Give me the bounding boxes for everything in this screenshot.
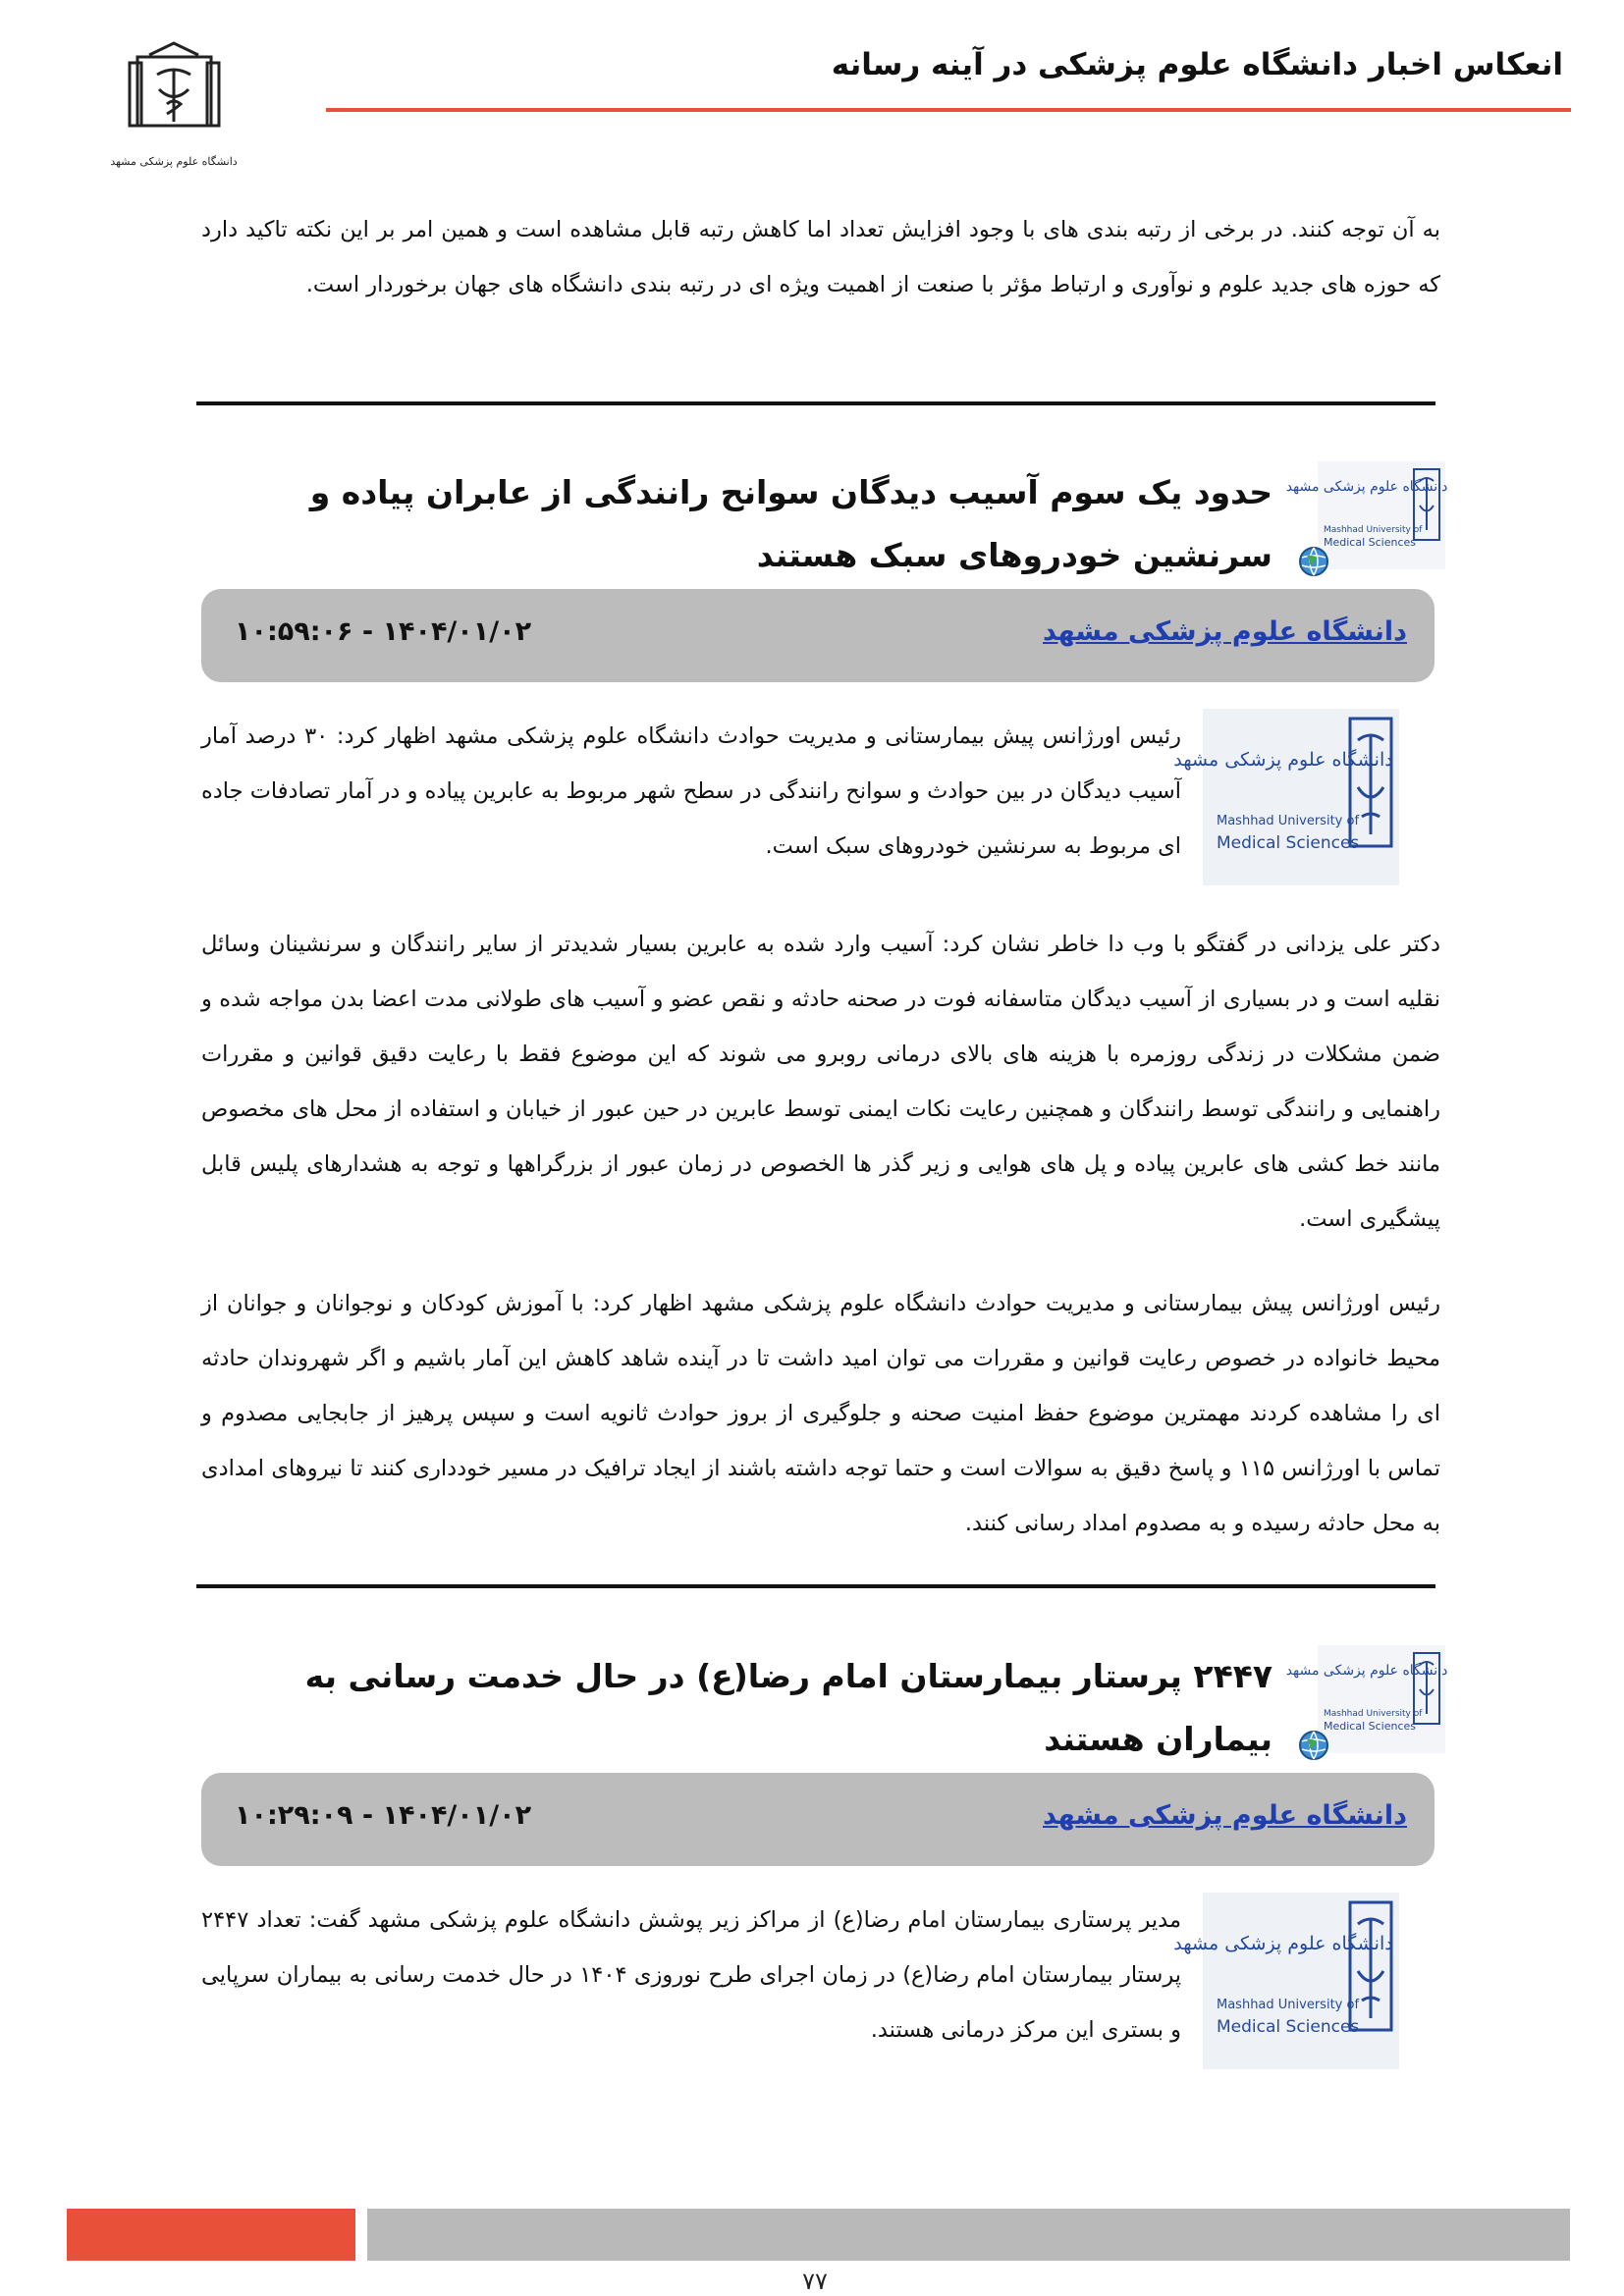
svg-text:Medical Sciences: Medical Sciences <box>1217 833 1360 853</box>
article-title[interactable]: ۲۴۴۷ پرستار بیمارستان امام رضا(ع) در حال خدمت رسانی به بیماران هستند <box>304 1657 1272 1758</box>
section-divider <box>196 1584 1435 1588</box>
header-rule <box>326 108 1571 112</box>
svg-text:دانشگاه علوم پزشکی مشهد: دانشگاه علوم پزشکی مشهد <box>1173 749 1393 771</box>
svg-text:دانشگاه علوم پزشکی مشهد: دانشگاه علوم پزشکی مشهد <box>1285 1663 1448 1679</box>
publish-datetime: ۱۴۰۴/۰۱/۰۲ - ۱۰:۵۹:۰۶ <box>235 616 532 647</box>
svg-text:Mashhad University of: Mashhad University of <box>1217 1998 1360 2012</box>
article-paragraph: رئیس اورژانس پیش بیمارستانی و مدیریت حوادث دانشگاه علوم پزشکی مشهد اظهار کرد: با آموزش کودکان و نوجوانان و جوانان از محیط خانواده در خصوص رعایت قوانین و مقررات می توان امید داشت تا در آینده شاهد کاهش این آمار باشیم و اگر شهروندان حادثه ای را مشاهده کردند مهمترین موضوع حفظ امنیت صحنه و جلوگیری از بروز حوادث ثانویه است و سپس پرهیز از جابجایی مصدوم و تماس با اورژانس ۱۱۵ و پاسخ دقیق به سوالات است و حتما توجه داشته باشند از ایجاد ترافیک در مسیر خودداری کنند تا نیروهای امدادی به محل حادثه رسیده و به مصدوم امداد رسانی کنند. <box>201 1291 1440 1536</box>
svg-text:دانشگاه علوم پزشکی مشهد: دانشگاه علوم پزشکی مشهد <box>1173 1933 1393 1954</box>
article-paragraph: دکتر علی یزدانی در گفتگو با وب دا خاطر نشان کرد: آسیب وارد شده به عابرین بسیار شدیدتر از سایر رانندگان و سرنشینان وسائل نقلیه است و در بسیاری از آسیب دیدگان متاسفانه فوت در صحنه حادثه و نقص عضو و آسیب های طولانی مدت اعضا بدن مواجه شده و ضمن مشکلات در زندگی روزمره با هزینه های بالای درمانی روبرو می شوند که این موضوع فقط با رعایت دقیق قوانین و مقررات راهنمایی و رانندگی توسط رانندگان و همچنین رعایت نکات ایمنی توسط عابرین در حین عبور از خیابان و استفاده از محل های مخصوص مانند خط کشی های عابرین پیاده و پل های هوایی و زیر گذر ها الخصوص در زمان عبور از بزرگراهها و توجه به هشدارهای پلیس قابل پیشگیری است. <box>201 932 1440 1232</box>
footer-accent-bar <box>67 2209 355 2261</box>
source-link[interactable]: دانشگاه علوم پزشکی مشهد <box>1043 616 1407 647</box>
article-lede: مدیر پرستاری بیمارستان امام رضا(ع) از مراکز زیر پوشش دانشگاه علوم پزشکی مشهد گفت: تعداد ۲۴۴۷ پرستار بیمارستان امام رضا(ع) در زمان اجرای طرح نوروزی ۱۴۰۴ در حال خدمت رسانی به بیماران سرپایی و بستری این مرکز درمانی هستند. <box>201 1907 1182 2043</box>
page-number: ۷۷ <box>802 2268 828 2295</box>
svg-text:دانشگاه علوم پزشکی مشهد: دانشگاه علوم پزشکی مشهد <box>1285 479 1448 495</box>
article-meta-bar <box>201 589 1435 682</box>
article-thumbnail <box>1285 461 1448 569</box>
section-divider <box>196 401 1435 405</box>
publish-datetime: ۱۴۰۴/۰۱/۰۲ - ۱۰:۲۹:۰۹ <box>235 1800 532 1831</box>
article-title[interactable]: حدود یک سوم آسیب دیدگان سوانح رانندگی از عابران پیاده و سرنشین خودروهای سبک هستند <box>309 473 1272 574</box>
svg-text:Mashhad University of: Mashhad University of <box>1324 1709 1423 1719</box>
svg-text:Mashhad University of: Mashhad University of <box>1217 814 1360 828</box>
svg-text:Mashhad University of: Mashhad University of <box>1324 525 1423 535</box>
svg-text:Medical Sciences: Medical Sciences <box>1217 2017 1360 2037</box>
article-lede: رئیس اورژانس پیش بیمارستانی و مدیریت حوادث دانشگاه علوم پزشکی مشهد اظهار کرد: ۳۰ درصد آمار آسیب دیدگان در بین حوادث و سوانح رانندگی در سطح شهر مربوط به عابرین پیاده و در آمار تصادفات جاده ای مربوط به سرنشین خودروهای سبک است. <box>201 723 1181 859</box>
logo-caption: دانشگاه علوم پزشکی مشهد <box>110 155 238 168</box>
svg-text:Medical Sciences: Medical Sciences <box>1324 1720 1417 1733</box>
article-image <box>1173 709 1399 885</box>
university-logo <box>108 35 241 178</box>
article-meta-bar <box>201 1773 1435 1866</box>
globe-icon[interactable] <box>1298 1730 1329 1761</box>
intro-paragraph: به آن توجه کنند. در برخی از رتبه بندی های با وجود افزایش تعداد اما کاهش رتبه قابل مشاهده است و همین امر بر این نکته تاکید دارد که حوزه های جدید علوم و نوآوری و ارتباط مؤثر با صنعت از اهمیت ویژه ای در رتبه بندی دانشگاه های جهان برخوردار است. <box>201 217 1440 297</box>
article-thumbnail <box>1285 1645 1448 1753</box>
page-header-title: انعکاس اخبار دانشگاه علوم پزشکی در آینه رسانه <box>831 47 1563 82</box>
footer-bar <box>367 2209 1570 2261</box>
article-image <box>1173 1893 1399 2069</box>
globe-icon[interactable] <box>1298 546 1329 577</box>
svg-text:Medical Sciences: Medical Sciences <box>1324 536 1417 549</box>
source-link[interactable]: دانشگاه علوم پزشکی مشهد <box>1043 1800 1407 1831</box>
